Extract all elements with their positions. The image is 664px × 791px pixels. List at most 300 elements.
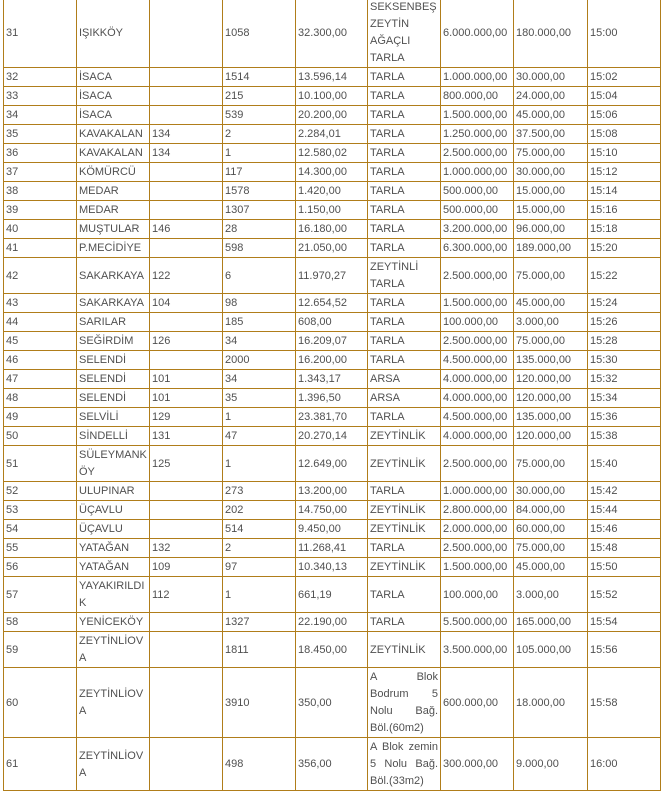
auction-time-cell: 15:08 (588, 125, 661, 144)
property-type-cell: A Blok Bodrum 5 Nolu Bağ. Böl.(60m2) (368, 668, 441, 738)
village-cell: IŞIKKÖY (77, 0, 150, 68)
deposit-cell: 135.000,00 (514, 351, 588, 370)
property-type-cell: ZEYTİNLİK (368, 520, 441, 539)
block-cell: 112 (150, 577, 223, 613)
estimated-value-cell: 300.000,00 (441, 738, 514, 791)
parcel-cell: 498 (223, 738, 296, 791)
table-row (4, 144, 661, 163)
auction-time-cell: 15:18 (588, 220, 661, 239)
property-type-cell: ZEYTİNLİK (368, 501, 441, 520)
deposit-cell: 180.000,00 (514, 0, 588, 68)
estimated-value-cell: 2.500.000,00 (441, 258, 514, 294)
table-row (4, 87, 661, 106)
deposit-cell: 18.000,00 (514, 668, 588, 738)
table-row (4, 668, 661, 738)
estimated-value-cell: 2.800.000,00 (441, 501, 514, 520)
estimated-value-cell: 800.000,00 (441, 87, 514, 106)
property-type-cell: A Blok zemin 5 Nolu Bağ. Böl.(33m2) (368, 738, 441, 791)
village-cell: SAKARKAYA (77, 258, 150, 294)
row-number-cell: 33 (4, 87, 77, 106)
estimated-value-cell: 500.000,00 (441, 201, 514, 220)
table-container (3, 0, 661, 791)
property-type-cell: TARLA (368, 332, 441, 351)
estimated-value-cell: 1.000.000,00 (441, 68, 514, 87)
parcel-cell: 97 (223, 558, 296, 577)
property-type-cell: TARLA (368, 106, 441, 125)
area-cell: 14.750,00 (296, 501, 368, 520)
block-cell: 104 (150, 294, 223, 313)
parcel-cell: 202 (223, 501, 296, 520)
auction-time-cell: 15:38 (588, 427, 661, 446)
area-cell: 16.180,00 (296, 220, 368, 239)
deposit-cell: 45.000,00 (514, 558, 588, 577)
auction-time-cell: 15:12 (588, 163, 661, 182)
block-cell: 132 (150, 539, 223, 558)
row-number-cell: 49 (4, 408, 77, 427)
row-number-cell: 35 (4, 125, 77, 144)
estimated-value-cell: 3.200.000,00 (441, 220, 514, 239)
table-row (4, 482, 661, 501)
block-cell: 109 (150, 558, 223, 577)
deposit-cell: 84.000,00 (514, 501, 588, 520)
parcel-cell: 2 (223, 125, 296, 144)
table-row (4, 408, 661, 427)
block-cell (150, 482, 223, 501)
village-cell: SELENDİ (77, 370, 150, 389)
property-type-cell: ZEYTİNLİK (368, 427, 441, 446)
row-number-cell: 60 (4, 668, 77, 738)
table-row (4, 446, 661, 482)
auction-time-cell: 15:58 (588, 668, 661, 738)
table-row (4, 294, 661, 313)
row-number-cell: 38 (4, 182, 77, 201)
block-cell (150, 239, 223, 258)
table-row (4, 389, 661, 408)
row-number-cell: 58 (4, 613, 77, 632)
auction-time-cell: 15:04 (588, 87, 661, 106)
village-cell: ZEYTİNLİOVA (77, 738, 150, 791)
area-cell: 356,00 (296, 738, 368, 791)
area-cell: 12.649,00 (296, 446, 368, 482)
area-cell: 18.450,00 (296, 632, 368, 668)
deposit-cell: 75.000,00 (514, 258, 588, 294)
deposit-cell: 75.000,00 (514, 332, 588, 351)
parcel-cell: 1307 (223, 201, 296, 220)
property-type-cell: ZEYTİNLİK (368, 558, 441, 577)
parcel-cell: 3910 (223, 668, 296, 738)
parcel-cell: 1 (223, 446, 296, 482)
block-cell: 134 (150, 125, 223, 144)
deposit-cell: 30.000,00 (514, 482, 588, 501)
estimated-value-cell: 6.300.000,00 (441, 239, 514, 258)
table-row (4, 370, 661, 389)
table-row (4, 313, 661, 332)
area-cell: 2.284,01 (296, 125, 368, 144)
block-cell (150, 182, 223, 201)
deposit-cell: 45.000,00 (514, 106, 588, 125)
village-cell: ZEYTİNLİOVA (77, 668, 150, 738)
parcel-cell: 34 (223, 370, 296, 389)
estimated-value-cell: 4.000.000,00 (441, 370, 514, 389)
deposit-cell: 15.000,00 (514, 201, 588, 220)
row-number-cell: 34 (4, 106, 77, 125)
village-cell: SELENDİ (77, 389, 150, 408)
area-cell: 10.100,00 (296, 87, 368, 106)
block-cell: 101 (150, 389, 223, 408)
row-number-cell: 52 (4, 482, 77, 501)
parcel-cell: 28 (223, 220, 296, 239)
property-type-cell: TARLA (368, 144, 441, 163)
village-cell: SEĞİRDİM (77, 332, 150, 351)
row-number-cell: 56 (4, 558, 77, 577)
area-cell: 32.300,00 (296, 0, 368, 68)
deposit-cell: 24.000,00 (514, 87, 588, 106)
parcel-cell: 1327 (223, 613, 296, 632)
row-number-cell: 37 (4, 163, 77, 182)
property-type-cell: TARLA (368, 182, 441, 201)
property-type-cell: SEKSENBEŞ ZEYTİN AĞAÇLI TARLA (368, 0, 441, 68)
property-type-cell: TARLA (368, 87, 441, 106)
area-cell: 1.420,00 (296, 182, 368, 201)
village-cell: ÜÇAVLU (77, 501, 150, 520)
table-row (4, 258, 661, 294)
parcel-cell: 117 (223, 163, 296, 182)
area-cell: 10.340,13 (296, 558, 368, 577)
estimated-value-cell: 4.500.000,00 (441, 351, 514, 370)
estimated-value-cell: 3.500.000,00 (441, 632, 514, 668)
area-cell: 16.200,00 (296, 351, 368, 370)
auction-time-cell: 15:34 (588, 389, 661, 408)
property-type-cell: TARLA (368, 539, 441, 558)
estimated-value-cell: 100.000,00 (441, 313, 514, 332)
auction-time-cell: 15:52 (588, 577, 661, 613)
village-cell: ULUPINAR (77, 482, 150, 501)
parcel-cell: 1514 (223, 68, 296, 87)
parcel-cell: 1811 (223, 632, 296, 668)
parcel-cell: 598 (223, 239, 296, 258)
row-number-cell: 57 (4, 577, 77, 613)
property-type-cell: TARLA (368, 68, 441, 87)
estimated-value-cell: 2.000.000,00 (441, 520, 514, 539)
row-number-cell: 61 (4, 738, 77, 791)
block-cell (150, 351, 223, 370)
parcel-cell: 6 (223, 258, 296, 294)
auction-time-cell: 15:32 (588, 370, 661, 389)
deposit-cell: 9.000,00 (514, 738, 588, 791)
property-type-cell: TARLA (368, 294, 441, 313)
estimated-value-cell: 100.000,00 (441, 577, 514, 613)
estimated-value-cell: 1.000.000,00 (441, 163, 514, 182)
property-type-cell: TARLA (368, 482, 441, 501)
property-type-cell: TARLA (368, 201, 441, 220)
estimated-value-cell: 1.500.000,00 (441, 294, 514, 313)
deposit-cell: 120.000,00 (514, 427, 588, 446)
block-cell: 134 (150, 144, 223, 163)
parcel-cell: 34 (223, 332, 296, 351)
estimated-value-cell: 1.500.000,00 (441, 106, 514, 125)
estimated-value-cell: 1.500.000,00 (441, 558, 514, 577)
block-cell (150, 0, 223, 68)
village-cell: SİNDELLİ (77, 427, 150, 446)
block-cell (150, 501, 223, 520)
row-number-cell: 51 (4, 446, 77, 482)
table-row (4, 125, 661, 144)
row-number-cell: 59 (4, 632, 77, 668)
village-cell: MEDAR (77, 182, 150, 201)
block-cell (150, 163, 223, 182)
auction-time-cell: 15:40 (588, 446, 661, 482)
parcel-cell: 539 (223, 106, 296, 125)
row-number-cell: 50 (4, 427, 77, 446)
table-row (4, 613, 661, 632)
property-type-cell: TARLA (368, 163, 441, 182)
deposit-cell: 30.000,00 (514, 68, 588, 87)
auction-time-cell: 15:28 (588, 332, 661, 351)
estimated-value-cell: 2.500.000,00 (441, 332, 514, 351)
row-number-cell: 43 (4, 294, 77, 313)
deposit-cell: 3.000,00 (514, 313, 588, 332)
estimated-value-cell: 2.500.000,00 (441, 539, 514, 558)
table-row (4, 0, 661, 68)
village-cell: KAVAKALAN (77, 125, 150, 144)
village-cell: YATAĞAN (77, 558, 150, 577)
row-number-cell: 42 (4, 258, 77, 294)
area-cell: 23.381,70 (296, 408, 368, 427)
village-cell: YATAĞAN (77, 539, 150, 558)
village-cell: İSACA (77, 68, 150, 87)
parcel-cell: 1058 (223, 0, 296, 68)
table-row (4, 539, 661, 558)
block-cell (150, 668, 223, 738)
row-number-cell: 53 (4, 501, 77, 520)
table-row (4, 632, 661, 668)
deposit-cell: 3.000,00 (514, 577, 588, 613)
row-number-cell: 47 (4, 370, 77, 389)
table-row (4, 239, 661, 258)
deposit-cell: 30.000,00 (514, 163, 588, 182)
auction-time-cell: 15:30 (588, 351, 661, 370)
block-cell (150, 613, 223, 632)
parcel-cell: 273 (223, 482, 296, 501)
parcel-cell: 35 (223, 389, 296, 408)
block-cell (150, 520, 223, 539)
area-cell: 1.343,17 (296, 370, 368, 389)
deposit-cell: 75.000,00 (514, 539, 588, 558)
block-cell (150, 87, 223, 106)
area-cell: 11.268,41 (296, 539, 368, 558)
parcel-cell: 1 (223, 408, 296, 427)
block-cell: 129 (150, 408, 223, 427)
deposit-cell: 75.000,00 (514, 144, 588, 163)
deposit-cell: 189.000,00 (514, 239, 588, 258)
property-type-cell: TARLA (368, 613, 441, 632)
auction-time-cell: 15:26 (588, 313, 661, 332)
property-type-cell: TARLA (368, 408, 441, 427)
block-cell (150, 632, 223, 668)
auction-time-cell: 15:56 (588, 632, 661, 668)
estimated-value-cell: 2.500.000,00 (441, 446, 514, 482)
property-type-cell: TARLA (368, 239, 441, 258)
village-cell: SELVİLİ (77, 408, 150, 427)
area-cell: 1.396,50 (296, 389, 368, 408)
parcel-cell: 185 (223, 313, 296, 332)
deposit-cell: 105.000,00 (514, 632, 588, 668)
estimated-value-cell: 4.000.000,00 (441, 389, 514, 408)
deposit-cell: 135.000,00 (514, 408, 588, 427)
block-cell (150, 201, 223, 220)
table-row (4, 427, 661, 446)
auction-time-cell: 15:24 (588, 294, 661, 313)
auction-time-cell: 15:02 (588, 68, 661, 87)
table-row (4, 577, 661, 613)
area-cell: 20.270,14 (296, 427, 368, 446)
table-row (4, 332, 661, 351)
table-row (4, 351, 661, 370)
auction-time-cell: 15:50 (588, 558, 661, 577)
auction-time-cell: 15:48 (588, 539, 661, 558)
area-cell: 13.200,00 (296, 482, 368, 501)
auction-time-cell: 15:46 (588, 520, 661, 539)
row-number-cell: 40 (4, 220, 77, 239)
auction-time-cell: 15:44 (588, 501, 661, 520)
parcel-cell: 1 (223, 577, 296, 613)
area-cell: 16.209,07 (296, 332, 368, 351)
property-type-cell: TARLA (368, 220, 441, 239)
village-cell: SELENDİ (77, 351, 150, 370)
row-number-cell: 55 (4, 539, 77, 558)
auction-time-cell: 15:16 (588, 201, 661, 220)
area-cell: 14.300,00 (296, 163, 368, 182)
row-number-cell: 32 (4, 68, 77, 87)
block-cell (150, 68, 223, 87)
estimated-value-cell: 1.000.000,00 (441, 482, 514, 501)
table-row (4, 220, 661, 239)
table-row (4, 68, 661, 87)
area-cell: 20.200,00 (296, 106, 368, 125)
property-type-cell: ZEYTİNLİ TARLA (368, 258, 441, 294)
table-row (4, 501, 661, 520)
block-cell: 101 (150, 370, 223, 389)
deposit-cell: 60.000,00 (514, 520, 588, 539)
area-cell: 608,00 (296, 313, 368, 332)
table-row (4, 520, 661, 539)
village-cell: İSACA (77, 87, 150, 106)
deposit-cell: 120.000,00 (514, 389, 588, 408)
row-number-cell: 41 (4, 239, 77, 258)
auction-time-cell: 15:20 (588, 239, 661, 258)
village-cell: MEDAR (77, 201, 150, 220)
block-cell: 126 (150, 332, 223, 351)
estimated-value-cell: 6.000.000,00 (441, 0, 514, 68)
deposit-cell: 75.000,00 (514, 446, 588, 482)
estimated-value-cell: 2.500.000,00 (441, 144, 514, 163)
row-number-cell: 39 (4, 201, 77, 220)
auction-table (3, 0, 661, 791)
parcel-cell: 98 (223, 294, 296, 313)
table-body (4, 0, 661, 791)
table-row (4, 163, 661, 182)
row-number-cell: 36 (4, 144, 77, 163)
block-cell (150, 738, 223, 791)
auction-time-cell: 15:36 (588, 408, 661, 427)
estimated-value-cell: 4.000.000,00 (441, 427, 514, 446)
row-number-cell: 46 (4, 351, 77, 370)
property-type-cell: TARLA (368, 351, 441, 370)
property-type-cell: ARSA (368, 370, 441, 389)
auction-time-cell: 15:00 (588, 0, 661, 68)
property-type-cell: TARLA (368, 125, 441, 144)
area-cell: 350,00 (296, 668, 368, 738)
village-cell: YAYAKIRILDIK (77, 577, 150, 613)
area-cell: 11.970,27 (296, 258, 368, 294)
row-number-cell: 44 (4, 313, 77, 332)
estimated-value-cell: 4.500.000,00 (441, 408, 514, 427)
estimated-value-cell: 1.250.000,00 (441, 125, 514, 144)
block-cell (150, 106, 223, 125)
parcel-cell: 2000 (223, 351, 296, 370)
auction-time-cell: 15:42 (588, 482, 661, 501)
area-cell: 13.596,14 (296, 68, 368, 87)
row-number-cell: 45 (4, 332, 77, 351)
area-cell: 1.150,00 (296, 201, 368, 220)
village-cell: ÜÇAVLU (77, 520, 150, 539)
auction-time-cell: 16:00 (588, 738, 661, 791)
property-type-cell: ARSA (368, 389, 441, 408)
table-row (4, 738, 661, 791)
parcel-cell: 47 (223, 427, 296, 446)
deposit-cell: 37.500,00 (514, 125, 588, 144)
area-cell: 21.050,00 (296, 239, 368, 258)
property-type-cell: ZEYTİNLİK (368, 632, 441, 668)
area-cell: 661,19 (296, 577, 368, 613)
village-cell: KAVAKALAN (77, 144, 150, 163)
parcel-cell: 2 (223, 539, 296, 558)
block-cell: 146 (150, 220, 223, 239)
property-type-cell: TARLA (368, 313, 441, 332)
deposit-cell: 45.000,00 (514, 294, 588, 313)
village-cell: ZEYTİNLİOVA (77, 632, 150, 668)
auction-time-cell: 15:06 (588, 106, 661, 125)
village-cell: SARILAR (77, 313, 150, 332)
table-row (4, 558, 661, 577)
auction-time-cell: 15:10 (588, 144, 661, 163)
auction-time-cell: 15:22 (588, 258, 661, 294)
row-number-cell: 31 (4, 0, 77, 68)
table-row (4, 182, 661, 201)
village-cell: KÖMÜRCÜ (77, 163, 150, 182)
village-cell: YENİCEKÖY (77, 613, 150, 632)
area-cell: 9.450,00 (296, 520, 368, 539)
block-cell (150, 313, 223, 332)
parcel-cell: 1 (223, 144, 296, 163)
estimated-value-cell: 5.500.000,00 (441, 613, 514, 632)
area-cell: 12.580,02 (296, 144, 368, 163)
village-cell: MUŞTULAR (77, 220, 150, 239)
village-cell: SAKARKAYA (77, 294, 150, 313)
estimated-value-cell: 500.000,00 (441, 182, 514, 201)
parcel-cell: 1578 (223, 182, 296, 201)
block-cell: 131 (150, 427, 223, 446)
property-type-cell: ZEYTİNLİK (368, 446, 441, 482)
estimated-value-cell: 600.000,00 (441, 668, 514, 738)
deposit-cell: 96.000,00 (514, 220, 588, 239)
deposit-cell: 15.000,00 (514, 182, 588, 201)
table-row (4, 106, 661, 125)
table-row (4, 201, 661, 220)
auction-time-cell: 15:14 (588, 182, 661, 201)
block-cell: 122 (150, 258, 223, 294)
parcel-cell: 514 (223, 520, 296, 539)
